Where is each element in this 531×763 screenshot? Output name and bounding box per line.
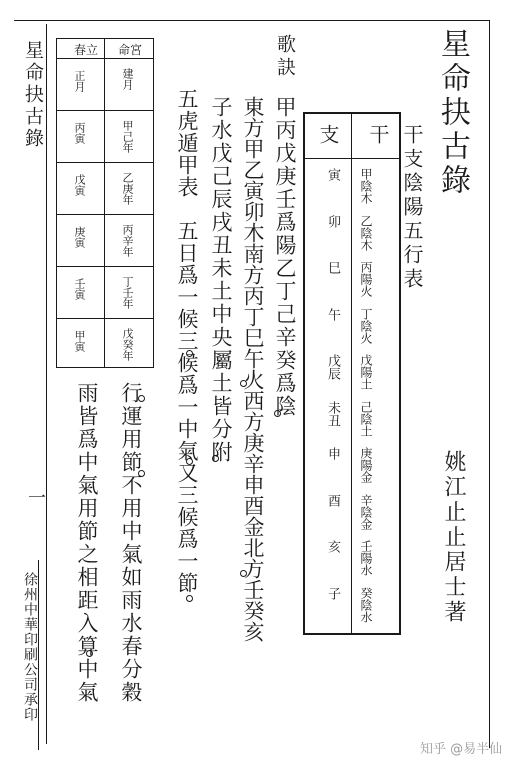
- left-table-value: 乙庚年: [121, 172, 134, 205]
- stem-cell: 庚陽金: [359, 447, 373, 483]
- text-line-2: 東方甲乙寅卯木南方丙丁巳午火西方庚辛申酉金北方壬癸亥: [241, 96, 265, 642]
- left-table-rule: [56, 266, 154, 267]
- stem-cell: 丁陰火: [359, 307, 373, 344]
- left-table-rule: [56, 214, 154, 215]
- punctuation-dot: [240, 570, 247, 577]
- left-table-value: 丙辛年: [121, 224, 134, 257]
- left-table-rule: [56, 318, 154, 319]
- page-number: 一: [25, 488, 46, 506]
- stem-cell: 甲陰木: [359, 168, 373, 204]
- table-divider: [351, 112, 352, 635]
- branch-cell: 未丑: [325, 400, 340, 427]
- stem-cell: 己陰土: [359, 400, 373, 437]
- table-caption: 干支陰陽五行表: [400, 124, 424, 292]
- left-table-rule: [56, 162, 154, 163]
- punctuation-dot: [138, 395, 145, 402]
- book-title: 星命抉古錄: [435, 28, 470, 198]
- punctuation-dot: [186, 350, 193, 357]
- table-header-rule: [303, 158, 401, 159]
- verse-heading: 歌訣: [274, 34, 296, 80]
- text-line-4: 五虎遁甲表 五日爲一候三候爲一中氣又三候爲一節: [175, 88, 199, 594]
- branch-cell: 巳: [325, 261, 340, 274]
- left-table-rule: [56, 110, 154, 111]
- text-line-3: 子水戊己辰戌丑未土中央屬土皆分附: [209, 96, 233, 464]
- text-line-6: 雨皆爲中氣用節之相距入算中氣: [75, 382, 99, 704]
- stem-cell: 丙陽火: [359, 261, 373, 297]
- left-table-month: 丙寅: [73, 122, 86, 144]
- branch-cell: 卯: [325, 214, 340, 228]
- header-stem: 干: [366, 124, 390, 144]
- left-table-header: 命宮: [118, 43, 143, 57]
- margin-title: 星命抉古錄: [22, 40, 44, 150]
- branch-cell: 午: [325, 307, 340, 321]
- punctuation-dot: [186, 458, 193, 465]
- branch-cell: 申: [325, 447, 340, 460]
- press-imprint: 徐州中華印刷公司承印: [22, 572, 38, 722]
- left-table-month: 庚寅: [73, 226, 86, 248]
- punctuation-dot: [86, 650, 93, 657]
- left-table-rule: [56, 58, 154, 59]
- stem-cell: 辛陰金: [359, 493, 373, 530]
- branch-cell: 亥: [325, 540, 340, 553]
- branch-cell: 戊辰: [325, 354, 340, 380]
- branch-cell: 酉: [325, 493, 340, 507]
- stem-cell: 壬陽水: [359, 540, 373, 576]
- text-line-1: 甲丙戊庚壬爲陽乙丁己辛癸爲陰: [273, 96, 297, 418]
- page-rule-left: [46, 24, 47, 744]
- stem-cell: 癸陰水: [359, 586, 373, 623]
- punctuation-dot: [240, 380, 247, 387]
- left-table-month: 甲寅: [73, 330, 86, 352]
- left-table-value: 丁壬年: [121, 276, 134, 309]
- left-table-header: 春立: [74, 43, 99, 57]
- page-rule-top: [14, 20, 490, 21]
- branch-cell: 寅: [325, 168, 340, 181]
- text-line-5: 行運用節不用中氣如雨水春分穀: [119, 382, 143, 704]
- watermark-text: 知乎 @易半仙: [420, 742, 503, 757]
- stems-branches-table: [303, 112, 401, 635]
- branch-cell: 子: [325, 586, 340, 600]
- punctuation-dot: [186, 595, 193, 602]
- punctuation-dot: [138, 470, 145, 477]
- stem-cell: 戊陽土: [359, 354, 373, 390]
- punctuation-dot: [212, 455, 219, 462]
- left-table-value: 戊癸年: [121, 328, 134, 361]
- punctuation-dot: [274, 410, 281, 417]
- stem-cell: 乙陰木: [359, 214, 373, 251]
- left-table-value: 甲己年: [121, 120, 134, 153]
- left-table-value: 建月: [121, 68, 134, 90]
- left-table-month: 正月: [73, 70, 86, 92]
- header-branch: 支: [316, 124, 340, 144]
- author-line: 姚江止止居士著: [441, 450, 466, 625]
- left-table-month: 戊寅: [73, 174, 86, 196]
- page-rule-right: [489, 20, 490, 748]
- left-table-month: 壬寅: [73, 278, 86, 300]
